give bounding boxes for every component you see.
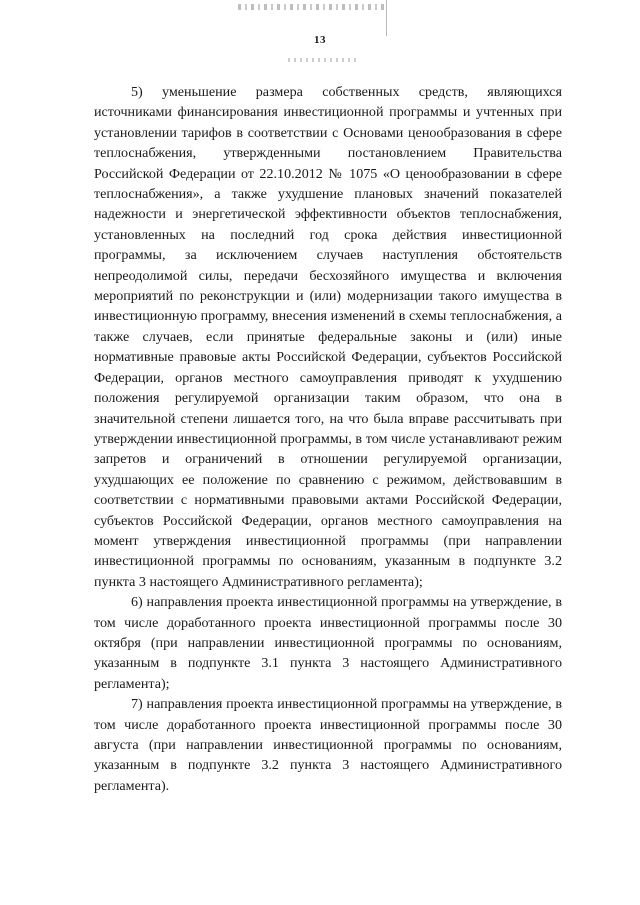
document-body: [94, 82, 562, 796]
paragraph-item-5: 5) уменьшение размера собственных средств, являющихся источниками финансирования инвестиционной программы и учтенных при установлении тарифов в соответствии с Основами ценообразования в сфере теплоснабжения, утвержденными постановлением Правительства Российской Федерации от 22.10.2012 № 1075 «О ценообразовании в сфере теплоснабжения», а также ухудшение плановых значений показателей надежности и энергетической эффективности объектов теплоснабжения, установленных на последний год срока действия инвестиционной программы, за исключением случаев наступления обстоятельств непреодолимой силы, передачи бесхозяйного имущества и включения мероприятий по реконструкции и (или) модернизации такого имущества в инвестиционную программу, внесения изменений в схемы теплоснабжения, а также случаев, если принятые федеральные законы и (или) иные нормативные правовые акты Российской Федерации, субъектов Российской Федерации, органов местного самоуправления приводят к ухудшению положения регулируемой организации таким образом, что она в значительной степени лишается того, на что была вправе рассчитывать при утверждении инвестиционной программы, в том числе устанавливают режим запретов и ограничений в отношении регулируемой организации, ухудшающих ее положение по сравнению с режимом, действовавшим в соответствии с нормативными правовыми актами Российской Федерации, субъектов Российской Федерации, органов местного самоуправления на момент утверждения инвестиционной программы (при направлении инвестиционной программы по основаниям, указанным в подпункте 3.2 пункта 3 настоящего Административного регламента);: [94, 84, 562, 590]
scan-artifact-under-number: [288, 58, 360, 62]
paragraph-item-7: 7) направления проекта инвестиционной программы на утверждение, в том числе доработанного проекта инвестиционной программы после 30 августа (при направлении инвестиционной программы по основаниям, указанным в подпункте 3.2 пункта 3 настоящего Административного регламента).: [94, 696, 562, 794]
scan-artifact-top: [238, 4, 388, 10]
paragraph-item-6: 6) направления проекта инвестиционной программы на утверждение, в том числе доработанного проекта инвестиционной программы после 30 октября (при направлении инвестиционной программы по основаниям, указанным в подпункте 3.1 пункта 3 настоящего Административного регламента);: [94, 594, 562, 692]
page-number: 13: [314, 34, 326, 46]
scan-artifact-rule: [386, 0, 387, 36]
